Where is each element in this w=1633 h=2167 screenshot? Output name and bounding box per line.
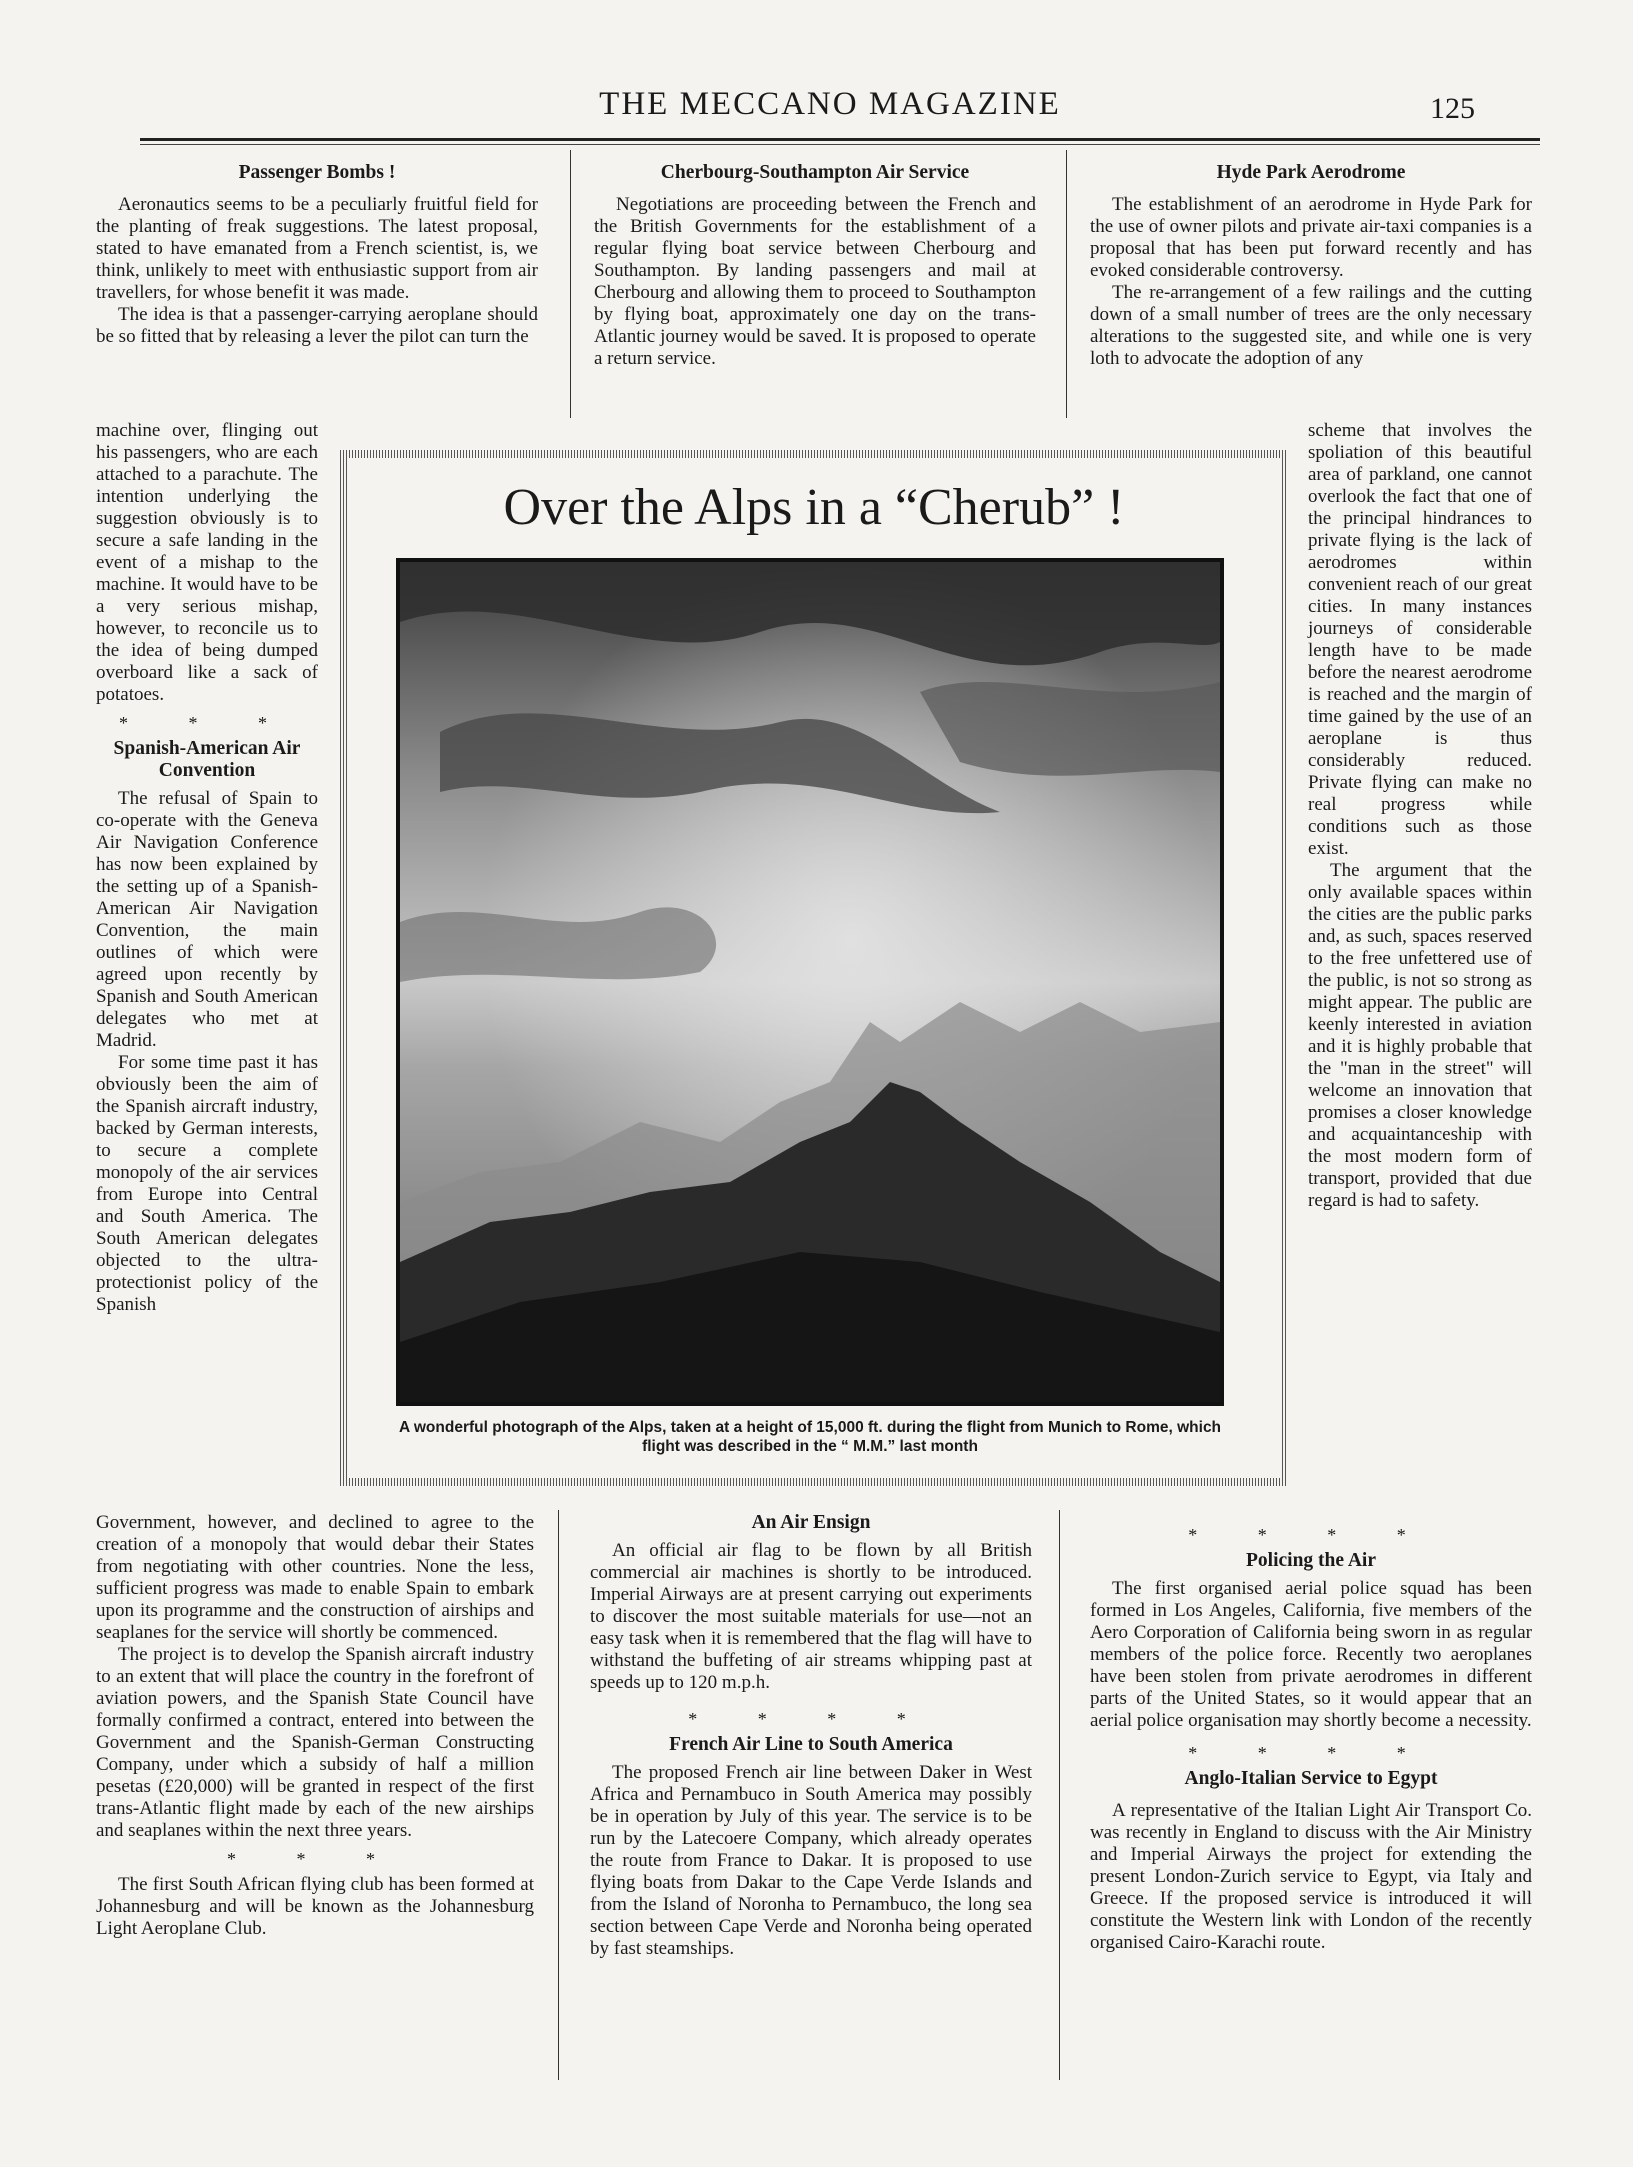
magazine-title: THE MECCANO MAGAZINE bbox=[599, 86, 1061, 122]
heading-cherbourg: Cherbourg-Southampton Air Service bbox=[660, 162, 970, 183]
separator-stars: * * * bbox=[227, 1849, 403, 1869]
column-divider bbox=[1059, 1510, 1060, 2080]
separator-stars: * * * * bbox=[688, 1709, 934, 1729]
paragraph: The re-arrangement of a few railings and the cutting down of a small number of trees are the only necessary alterations to the suggested site, and while one is very loth to advocate the adoption of any bbox=[1090, 282, 1532, 369]
paragraph: Negotiations are proceeding between the French and the British Governments for the establishment of a regular flying boat service between Cherbourg and Southampton. By landing passengers and mail at Cherbourg and allowing them to proceed to Southampton by flying boat, approximately one day on the trans-Atlantic journey would be saved. It is proposed to operate a return service. bbox=[594, 194, 1036, 369]
paragraph: The proposed French air line between Daker in West Africa and Pernambuco in South America may possibly be in operation by July of this year. The service is to be run by the Latecoere Company, which already operates the route from France to Dakar. It is proposed to use flying boats from Dakar to the Cape Verde Islands and from the Island of Noronha to Pernambuco, the long sea section between Cape Verde and Noronha being operated by fast steamships. bbox=[590, 1762, 1032, 1959]
feature-border bbox=[340, 450, 1288, 1486]
paragraph: The first South African flying club has been formed at Johannesburg and will be known as the Johannesburg Light Aeroplane Club. bbox=[96, 1874, 534, 1939]
alps-photo-image bbox=[400, 562, 1220, 1402]
separator-stars: * * * bbox=[119, 713, 295, 733]
article-passenger-bombs bbox=[96, 162, 538, 348]
paragraph: The argument that the only available spaces within the cities are the public parks and, as such, spaces reserved to the free unfettered use of the public, is not so strong as might appear. The public are keenly interested in aviation and it is highly probable that the "man in the street" will welcome an innovation that promises a closer knowledge and acquaintanceship with the most modern form of transport, provided that due regard is had to safety. bbox=[1308, 860, 1532, 1211]
article-col1-narrow bbox=[96, 420, 318, 1316]
paragraph: Government, however, and declined to agree to the creation of a monopoly that would debar their States from negotiating with other countries. None the less, sufficient progress was made to enable Spain to embark upon its programme and the construction of airships and seaplanes for the service will shortly be commenced. bbox=[96, 1512, 534, 1643]
separator-stars: * * * * bbox=[1188, 1743, 1434, 1763]
article-hyde-park bbox=[1090, 162, 1532, 370]
heading-passenger-bombs: Passenger Bombs ! bbox=[238, 162, 396, 183]
header-rule-thin bbox=[140, 144, 1540, 145]
article-air-ensign bbox=[590, 1512, 1032, 1960]
paragraph: For some time past it has obviously been the aim of the Spanish aircraft industry, backed by German interests, to secure a complete monopoly of the air services from Europe into Central and South America. The South American delegates objected to the ultra-protectionist policy of the Spanish bbox=[96, 1052, 318, 1315]
heading-french-air-line: French Air Line to South America bbox=[669, 1734, 953, 1755]
paragraph: The idea is that a passenger-carrying aeroplane should be so fitted that by releasing a lever the pilot can turn the bbox=[96, 304, 538, 347]
paragraph: An official air flag to be flown by all British commercial air machines is shortly to be introduced. Imperial Airways are at present carrying out experiments to discover the most suitable materials for use—not an easy task when it is remembered that the flag will have to withstand the buffeting of air streams whipping past at speeds up to 120 m.p.h. bbox=[590, 1540, 1032, 1693]
feature-title: Over the Alps in a “Cherub” ! bbox=[503, 479, 1125, 536]
heading-hyde-park: Hyde Park Aerodrome bbox=[1216, 162, 1406, 183]
column-divider bbox=[570, 150, 571, 418]
paragraph: Aeronautics seems to be a peculiarly fruitful field for the planting of freak suggestions. The latest proposal, stated to have emanated from a French scientist, is, we think, unlikely to meet with enthusiastic support from air travellers, for whose benefit it was made. bbox=[96, 194, 538, 303]
heading-spanish-american: Spanish-American Air Convention bbox=[113, 738, 301, 781]
paragraph: scheme that involves the spoliation of this beautiful area of parkland, one cannot overlook the fact that one of the principal hindrances to private flying is the lack of aerodromes within convenient reach of our great cities. In many instances journeys of considerable length have to be made before the nearest aerodrome is reached and the margin of time gained by the use of an aeroplane is thus considerably reduced. Private flying can make no real progress while conditions such as those exist. bbox=[1308, 420, 1532, 859]
alps-photograph bbox=[396, 558, 1224, 1406]
paragraph: The establishment of an aerodrome in Hyde Park for the use of owner pilots and private air-taxi companies is a proposal that has been put forward recently and has evoked considerable controversy. bbox=[1090, 194, 1532, 281]
header-rule bbox=[140, 138, 1540, 141]
paragraph: The first organised aerial police squad has been formed in Los Angeles, California, five members of the Aero Corporation of California being sworn in as regular members of the police force. Recently two aeroplanes have been stolen from private aerodromes in different parts of the United States, so it would appear that an aerial police organisation may shortly become a necessity. bbox=[1090, 1578, 1532, 1731]
heading-anglo-italian: Anglo-Italian Service to Egypt bbox=[1184, 1768, 1438, 1789]
column-divider bbox=[558, 1510, 559, 2080]
article-col3-narrow bbox=[1308, 420, 1532, 1212]
heading-air-ensign: An Air Ensign bbox=[751, 1512, 871, 1533]
article-col1-bottom bbox=[96, 1512, 534, 1940]
paragraph: machine over, flinging out his passengers, who are each attached to a parachute. The intention underlying the suggestion obviously is to secure a safe landing in the event of a mishap to the machine. It would have to be a very serious mishap, however, to reconcile us to the idea of being dumped overboard like a sack of potatoes. bbox=[96, 420, 318, 705]
article-col3-bottom bbox=[1090, 1518, 1532, 1954]
paragraph: A representative of the Italian Light Air Transport Co. was recently in England to discuss with the Air Ministry and Imperial Airways the project for extending the present London-Zurich service to Egypt, via Italy and Greece. If the proposed service is introduced it will constitute the Western link with London of the recently organised Cairo-Karachi route. bbox=[1090, 1800, 1532, 1953]
page-number: 125 bbox=[1430, 92, 1475, 125]
photo-caption: A wonderful photograph of the Alps, taken at a height of 15,000 ft. during the flight from Munich to Rome, which flight was described in the “ M.M.” last month bbox=[398, 1419, 1222, 1455]
feature-inner bbox=[348, 458, 1280, 1478]
column-divider bbox=[1066, 150, 1067, 418]
paragraph: The project is to develop the Spanish aircraft industry to an extent that will place the country in the forefront of aviation powers, and the Spanish State Council have formally confirmed a contract, entered into between the Government and the Spanish-German Constructing Company, under which a subsidy of half a million pesetas (£20,000) will be granted in respect of the first trans-Atlantic flight made by each of the new airships and seaplanes within the next three years. bbox=[96, 1644, 534, 1841]
paragraph: The refusal of Spain to co-operate with the Geneva Air Navigation Conference has now been explained by the setting up of a Spanish-American Air Navigation Convention, the main outlines of which were agreed upon recently by Spanish and South American delegates who met at Madrid. bbox=[96, 788, 318, 1051]
heading-policing-the-air: Policing the Air bbox=[1246, 1550, 1376, 1571]
separator-stars: * * * * bbox=[1188, 1525, 1434, 1545]
article-cherbourg bbox=[594, 162, 1036, 370]
